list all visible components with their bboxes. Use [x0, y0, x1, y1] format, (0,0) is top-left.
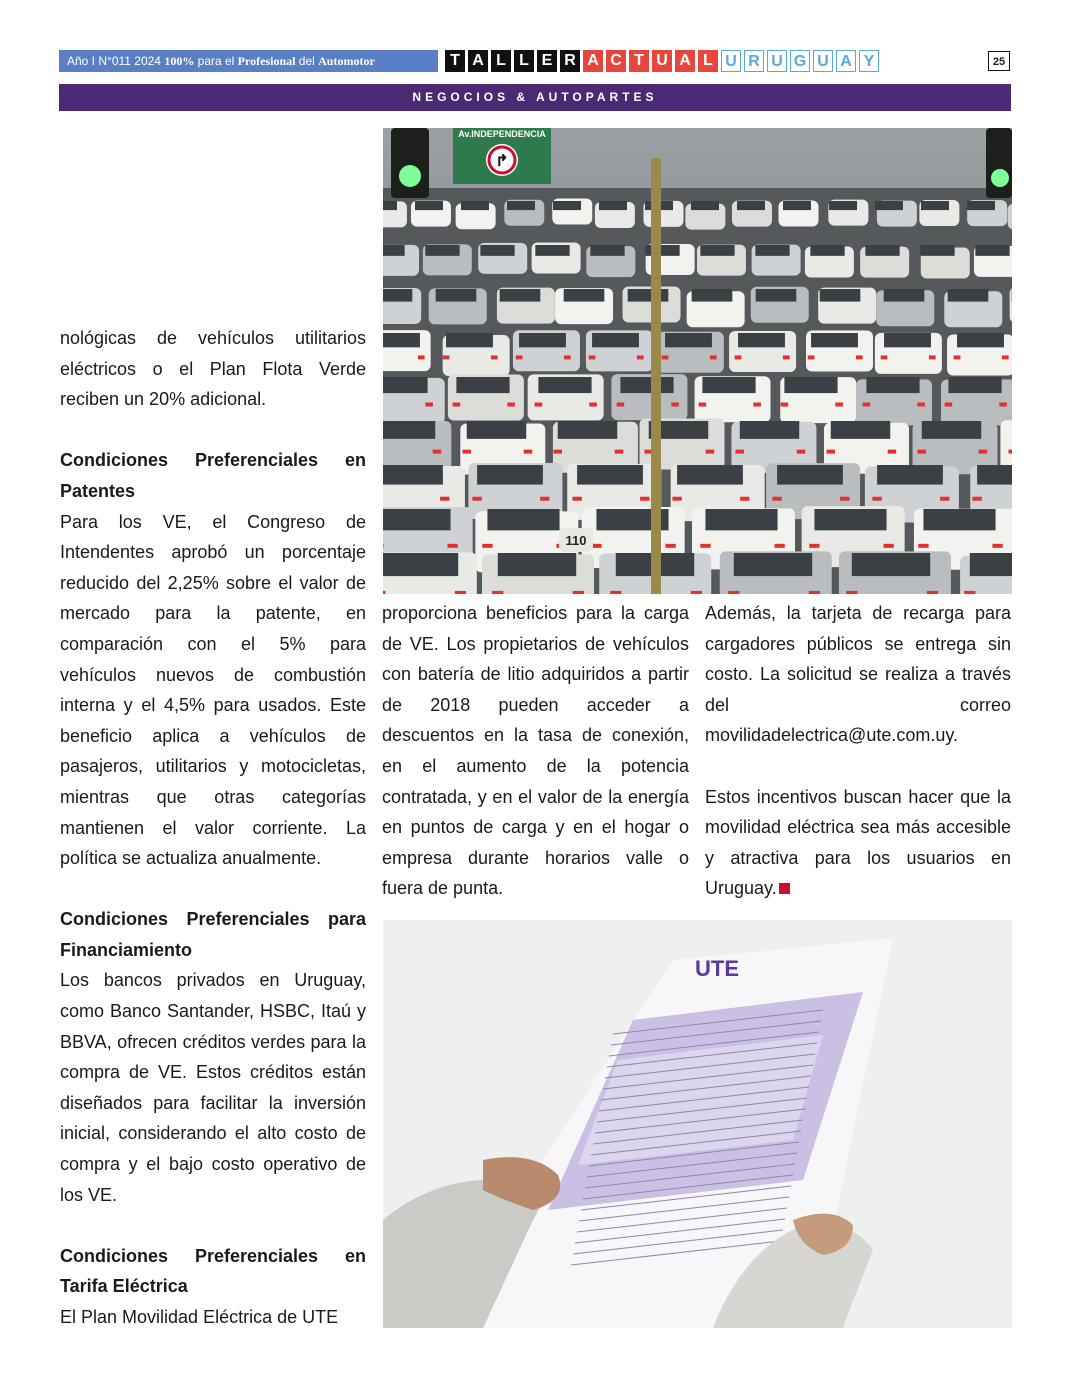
issue-mid-2: del: [295, 54, 319, 68]
issue-strong-1: 100%: [164, 54, 195, 68]
logo-letter: T: [445, 50, 465, 72]
logo-letter: A: [675, 50, 695, 72]
end-of-article-mark: [779, 883, 790, 894]
patentes-heading: Condiciones Preferenciales en Patentes: [60, 450, 366, 501]
logo-letter: A: [583, 50, 603, 72]
logo-letter: U: [767, 50, 787, 72]
electricity-bill-illustration: [383, 920, 1012, 1328]
section-title: NEGOCIOS & AUTOPARTES: [59, 84, 1011, 111]
masthead: [59, 50, 1011, 74]
tarjeta-paragraph: Además, la tarjeta de recarga para cargadores públicos se entrega sin costo. La solicitud se realiza a través del correo movilidadelectrica@ute.com.uy.: [705, 603, 1011, 746]
issue-prefix: Año I N°011 2024: [67, 54, 165, 68]
logo-letter: A: [468, 50, 488, 72]
logo-letter: L: [491, 50, 511, 72]
logo-letter: L: [514, 50, 534, 72]
logo-letter: U: [813, 50, 833, 72]
logo-letter: G: [790, 50, 810, 72]
logo-letter: T: [629, 50, 649, 72]
logo-letter: C: [606, 50, 626, 72]
issue-mid-1: para el: [194, 54, 238, 68]
article-column-middle: [382, 598, 689, 904]
logo-letter: L: [698, 50, 718, 72]
street-sign-text: Av.INDEPENDENCIA: [458, 129, 546, 139]
bus-number: 110: [565, 533, 587, 548]
tarifa-paragraph-continued: proporciona beneficios para la carga de VE. Los propietarios de vehículos con batería de litio adquiridos a partir de 2018 pueden acceder a descuentos en la tasa de conexión, en el aumento de la potencia contratada, y en el valor de la energía en puntos de carga y en el hogar o empresa durante horarios valle o fuera de punta.: [382, 603, 689, 899]
tarifa-paragraph-start: El Plan Movilidad Eléctrica de UTE: [60, 1307, 339, 1327]
article-column-left: [60, 323, 366, 1333]
financiamiento-paragraph: Los bancos privados en Uruguay, como Banco Santander, HSBC, Itaú y BBVA, ofrecen créditos verdes para la compra de VE. Estos créditos están diseñados para facilitar la inversión inicial, considerando el alto costo de compra y el bajo costo operativo de los VE.: [60, 970, 366, 1205]
logo-letter: U: [652, 50, 672, 72]
svg-text:↱: ↱: [495, 153, 509, 170]
electricity-bill-photo: [383, 920, 1012, 1328]
traffic-jam-illustration: [383, 128, 1012, 594]
ute-logo-text: UTE: [695, 956, 739, 981]
traffic-jam-photo: [383, 128, 1012, 594]
issue-info-bar: [59, 50, 438, 72]
closing-paragraph: [705, 782, 1011, 904]
logo-letter: U: [721, 50, 741, 72]
issue-strong-2: Profesional: [237, 54, 296, 68]
tarifa-heading: Condiciones Preferenciales en Tarifa Eléctrica: [60, 1245, 366, 1297]
logo-letter: R: [744, 50, 764, 72]
logo-letter: E: [537, 50, 557, 72]
page-number: 25: [988, 51, 1010, 71]
logo-letter: A: [836, 50, 856, 72]
magazine-logo: [445, 50, 879, 74]
financiamiento-heading: Condiciones Preferenciales para Financiamiento: [60, 909, 366, 960]
article-column-right: [705, 598, 1011, 904]
intro-paragraph: nológicas de vehículos utilitarios eléctricos o el Plan Flota Verde reciben un 20% adicional.: [60, 328, 366, 410]
logo-letter: Y: [859, 50, 879, 72]
issue-strong-3: Automotor: [318, 54, 375, 68]
logo-letter: R: [560, 50, 580, 72]
patentes-paragraph: Para los VE, el Congreso de Intendentes aprobó un porcentaje reducido del 2,25% sobre el valor de mercado para la patente, en comparación con el 5% para vehículos nuevos de combustión interna y el 4,5% para usados. Este beneficio aplica a vehículos de pasajeros, utilitarios y motocicletas, mientras que otras categorías mantienen el valor corriente. La política se actualiza anualmente.: [60, 511, 366, 869]
closing-text: Estos incentivos buscan hacer que la movilidad eléctrica sea más accesible y atractiva para los usuarios en Uruguay.: [705, 786, 1011, 899]
